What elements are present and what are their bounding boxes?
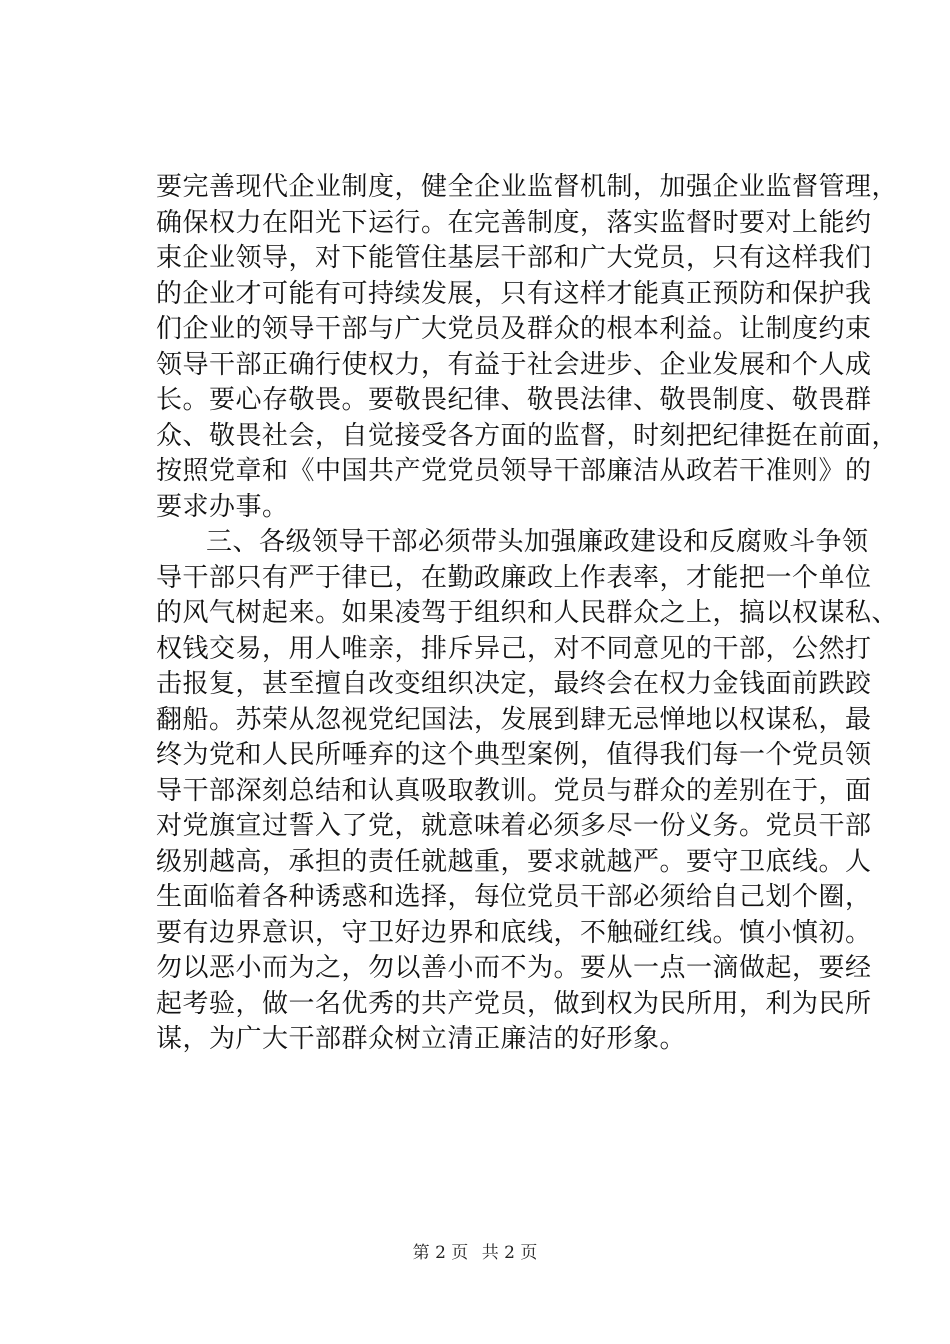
text-line: 勿以恶小而为之，勿以善小而不为。要从一点一滴做起，要经 [156,953,872,983]
text-line: 导干部只有严于律已，在勤政廉政上作表率，才能把一个单位 [156,562,872,593]
text-line: 按照党章和《中国共产党党员领导干部廉洁从政若干准则》的 [156,456,872,486]
text-line: 导干部深刻总结和认真吸取教训。党员与群众的差别在于，面 [156,775,872,806]
text-line: 的企业才可能有可持续发展，只有这样才能真正预防和保护我 [156,278,872,309]
text-line: 众、敬畏社会，自觉接受各方面的监督，时刻把纪律挺在前面， [156,420,899,451]
page-footer [0,1242,950,1264]
text-line: 级别越高，承担的责任就越重，要求就越严。要守卫底线。人 [156,846,872,877]
text-line: 们企业的领导干部与广大党员及群众的根本利益。让制度约束 [156,314,872,344]
text-line: 要完善现代企业制度，健全企业监督机制，加强企业监督管理， [156,172,899,202]
text-line: 生面临着各种诱惑和选择，每位党员干部必须给自己划个圈， [156,882,872,912]
text-line: 领导干部正确行使权力，有益于社会进步、企业发展和个人成 [156,349,872,380]
text-line: 击报复，甚至擅自改变组织决定，最终会在权力金钱面前跌跤 [156,669,872,699]
document-body [156,170,899,1058]
text-line: 确保权力在阳光下运行。在完善制度，落实监督时要对上能约 [156,207,872,238]
page-total: 共 2 页 [481,1243,538,1263]
text-line: 翻船。苏荣从忽视党纪国法，发展到肆无忌惮地以权谋私，最 [156,704,872,735]
section-heading-line: 三、各级领导干部必须带头加强廉政建设和反腐败斗争领 [206,527,869,557]
text-line: 谋，为广大干部群众树立清正廉洁的好形象。 [156,1024,687,1054]
text-line: 起考验，做一名优秀的共产党员，做到权为民所用，利为民所 [156,988,872,1019]
text-line: 要有边界意识，守卫好边界和底线，不触碰红线。慎小慎初。 [156,917,872,948]
text-line: 要求办事。 [156,491,289,522]
text-line: 长。要心存敬畏。要敬畏纪律、敬畏法律、敬畏制度、敬畏群 [156,385,872,415]
text-line: 束企业领导，对下能管住基层干部和广大党员，只有这样我们 [156,243,872,273]
text-line: 对党旗宣过誓入了党，就意味着必须多尽一份义务。党员干部 [156,811,872,841]
text-line: 权钱交易，用人唯亲，排斥异己，对不同意见的干部，公然打 [156,633,872,664]
text-line: 的风气树起来。如果凌驾于组织和人民群众之上，搞以权谋私、 [156,598,899,628]
text-line: 终为党和人民所唾弃的这个典型案例，值得我们每一个党员领 [156,740,872,770]
page-number: 第 2 页 [412,1243,469,1263]
